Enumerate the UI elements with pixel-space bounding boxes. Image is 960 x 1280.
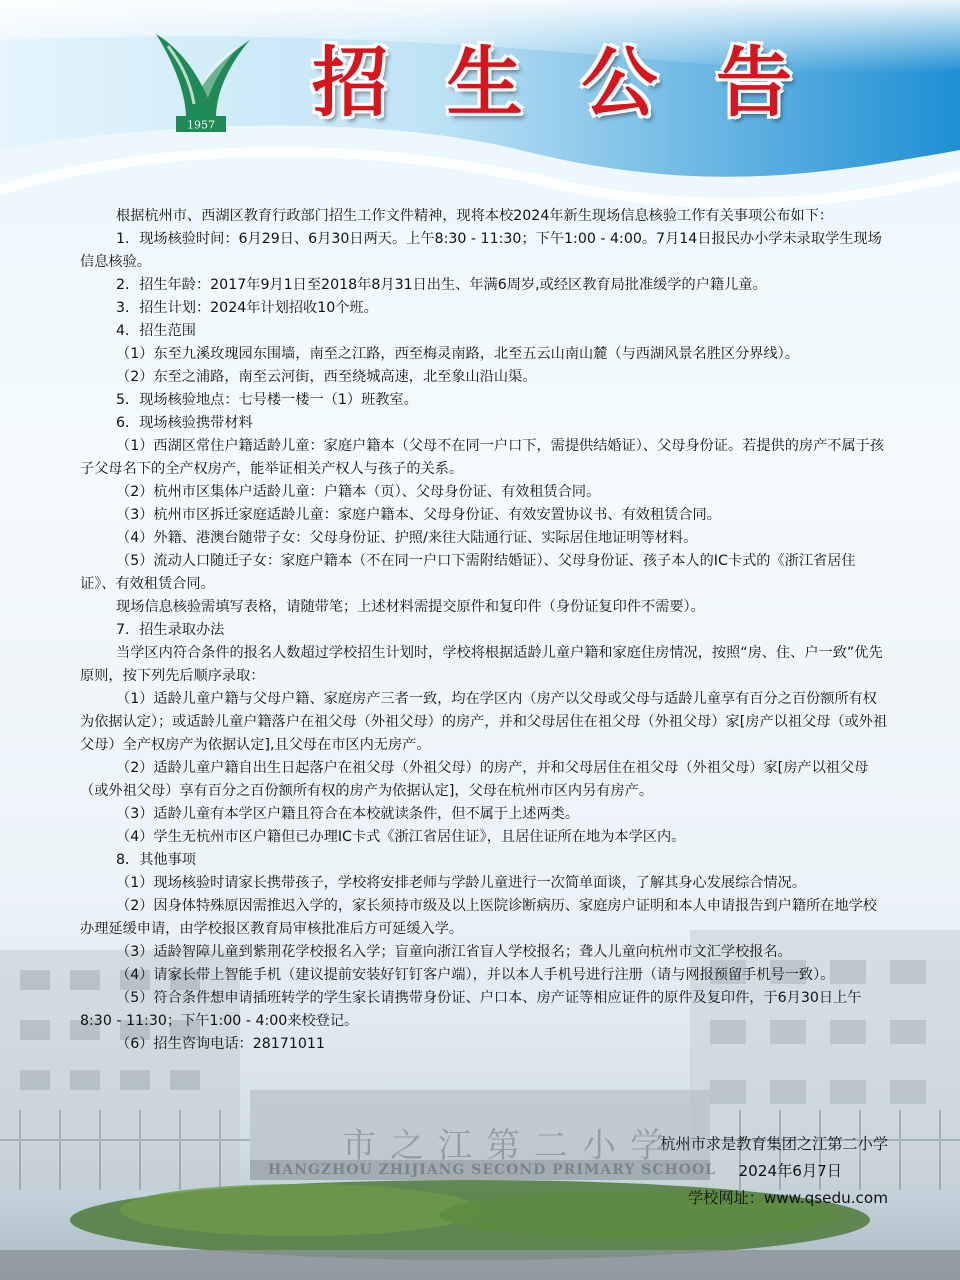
title-char: 生	[446, 37, 523, 127]
notice-subitem: （1）东至九溪玫瑰园东围墙，南至之江路，西至梅灵南路，北至五云山南山麓（与西湖风景名胜区分界线）。	[116, 346, 799, 362]
notice-body	[80, 205, 890, 1056]
gate-sign-cn: 市之江第二小学	[342, 1126, 678, 1166]
notice-subitem: （3）杭州市区拆迁家庭适龄儿童：家庭户籍本、父母身份证、有效安置协议书、有效租赁合同。	[116, 507, 721, 523]
notice-subitem: （4）外籍、港澳台随带子女：父母身份证、护照/来往大陆通行证、实际居住地证明等材料。	[116, 530, 698, 546]
notice-item: 8．其他事项	[116, 852, 196, 868]
school-name: 杭州市求是教育集团之江第二小学	[660, 1135, 888, 1153]
notice-note: 现场信息核验需填写表格，请随带笔；上述材料需提交原件和复印件（身份证复印件不需要）。	[116, 599, 705, 615]
title-char: 招	[312, 37, 388, 127]
logo-year: 1957	[187, 118, 215, 132]
notice-subitem: （2）因身体特殊原因需推迟入学的，家长须持市级及以上医院诊断病历、家庭房户证明和本人申请报告到户籍所在地学校办理延缓申请，由学校报区教育局审核批准后方可延缓入学。	[80, 898, 877, 937]
notice-subitem: （4）学生无杭州市区户籍但已办理IC卡式《浙江省居住证》，且居住证所在地为本学区内。	[116, 829, 686, 845]
gate-sign-en: HANGZHOU ZHIJIANG SECOND PRIMARY SCHOOL	[268, 1162, 717, 1178]
notice-paragraph: 当学区内符合条件的报名人数超过学校招生计划时，学校将根据适龄儿童户籍和家庭住房情况，按照“房、住、户一致”优先原则，按下列先后顺序录取：	[80, 645, 883, 684]
notice-subitem: （3）适龄智障儿童到紫荆花学校报名入学；盲童向浙江省盲人学校报名；聋人儿童向杭州市文汇学校报名。	[116, 944, 792, 960]
notice-subitem: （1）现场核验时请家长携带孩子，学校将安排老师与学龄儿童进行一次简单面谈，了解其身心发展综合情况。	[116, 875, 807, 891]
notice-subitem: （1）适龄儿童户籍与父母户籍、家庭房产三者一致，均在学区内（房产以父母或父母与适龄儿童享有百分之百份额所有权为依据认定）；或适龄儿童户籍落户在祖父母（外祖父母）的房产，并和父母居住在祖父母（外祖父母）家[房产以祖父母（或外祖父母）全产权房产为依据认定],且父母在市区内无房产。	[80, 691, 888, 753]
notice-subitem: （1）西湖区常住户籍适龄儿童：家庭户籍本（父母不在同一户口下，需提供结婚证）、父母身份证。若提供的房产不属于孩子父母名下的全产权房产，能举证相关产权人与孩子的关系。	[80, 438, 885, 477]
notice-subitem: （4）请家长带上智能手机（建议提前安装好钉钉客户端），并以本人手机号进行注册（请与网报预留手机号一致）。	[116, 967, 835, 983]
notice-item: 4．招生范围	[116, 323, 196, 339]
notice-subitem: （2）适龄儿童户籍自出生日起落户在祖父母（外祖父母）的房产，并和父母居住在祖父母（外祖父母）家[房产以祖父母（或外祖父母）享有百分之百份额所有权的房产为依据认定]，父母在杭州市区内另有房产。	[80, 760, 869, 799]
notice-item: 3．招生计划：2024年计划招收10个班。	[116, 300, 378, 316]
notice-date: 2024年6月7日	[738, 1162, 842, 1180]
notice-subitem: （2）杭州市区集体户适龄儿童：户籍本（页）、父母身份证、有效租赁合同。	[116, 484, 601, 500]
title-char: 告	[715, 37, 792, 127]
notice-subitem: （5）符合条件想申请插班转学的学生家长请携带身份证、户口本、房产证等相应证件的原件及复印件，于6月30日上午8:30 - 11:30；下午1:00 - 4:00来校登记。	[80, 990, 862, 1029]
notice-item: 6．现场核验携带材料	[116, 415, 253, 431]
notice-item: 2．招生年龄：2017年9月1日至2018年8月31日出生、年满6周岁,或经区教育局批准缓学的户籍儿童。	[116, 277, 767, 293]
notice-item: 7．招生录取办法	[116, 622, 225, 638]
notice-intro: 根据杭州市、西湖区教育行政部门招生工作文件精神，现将本校2024年新生现场信息核验工作有关事项公布如下：	[116, 208, 834, 224]
signature-block	[660, 1131, 888, 1212]
notice-item: 1．现场核验时间：6月29日、6月30日两天。上午8:30 - 11:30；下午1:00 - 4:00。7月14日报民办小学未录取学生现场信息核验。	[80, 231, 882, 270]
notice-item: 5．现场核验地点：七号楼一楼一（1）班教室。	[116, 392, 418, 408]
page-title	[312, 26, 792, 126]
notice-subitem: （3）适龄儿童有本学区户籍且符合在本校就读条件，但不属于上述两类。	[116, 806, 580, 822]
school-website: 学校网址：www.qsedu.com	[687, 1189, 888, 1207]
school-logo	[146, 26, 256, 136]
title-char: 公	[581, 37, 658, 127]
notice-subitem: （2）东至之浦路，南至云河街，西至绕城高速，北至象山沿山渠。	[116, 369, 537, 385]
notice-phone: （6）招生咨询电话：28171011	[116, 1036, 325, 1052]
notice-subitem: （5）流动人口随迁子女：家庭户籍本（不在同一户口下需附结婚证）、父母身份证、孩子本人的IC卡式的《浙江省居住证》、有效租赁合同。	[80, 553, 856, 592]
